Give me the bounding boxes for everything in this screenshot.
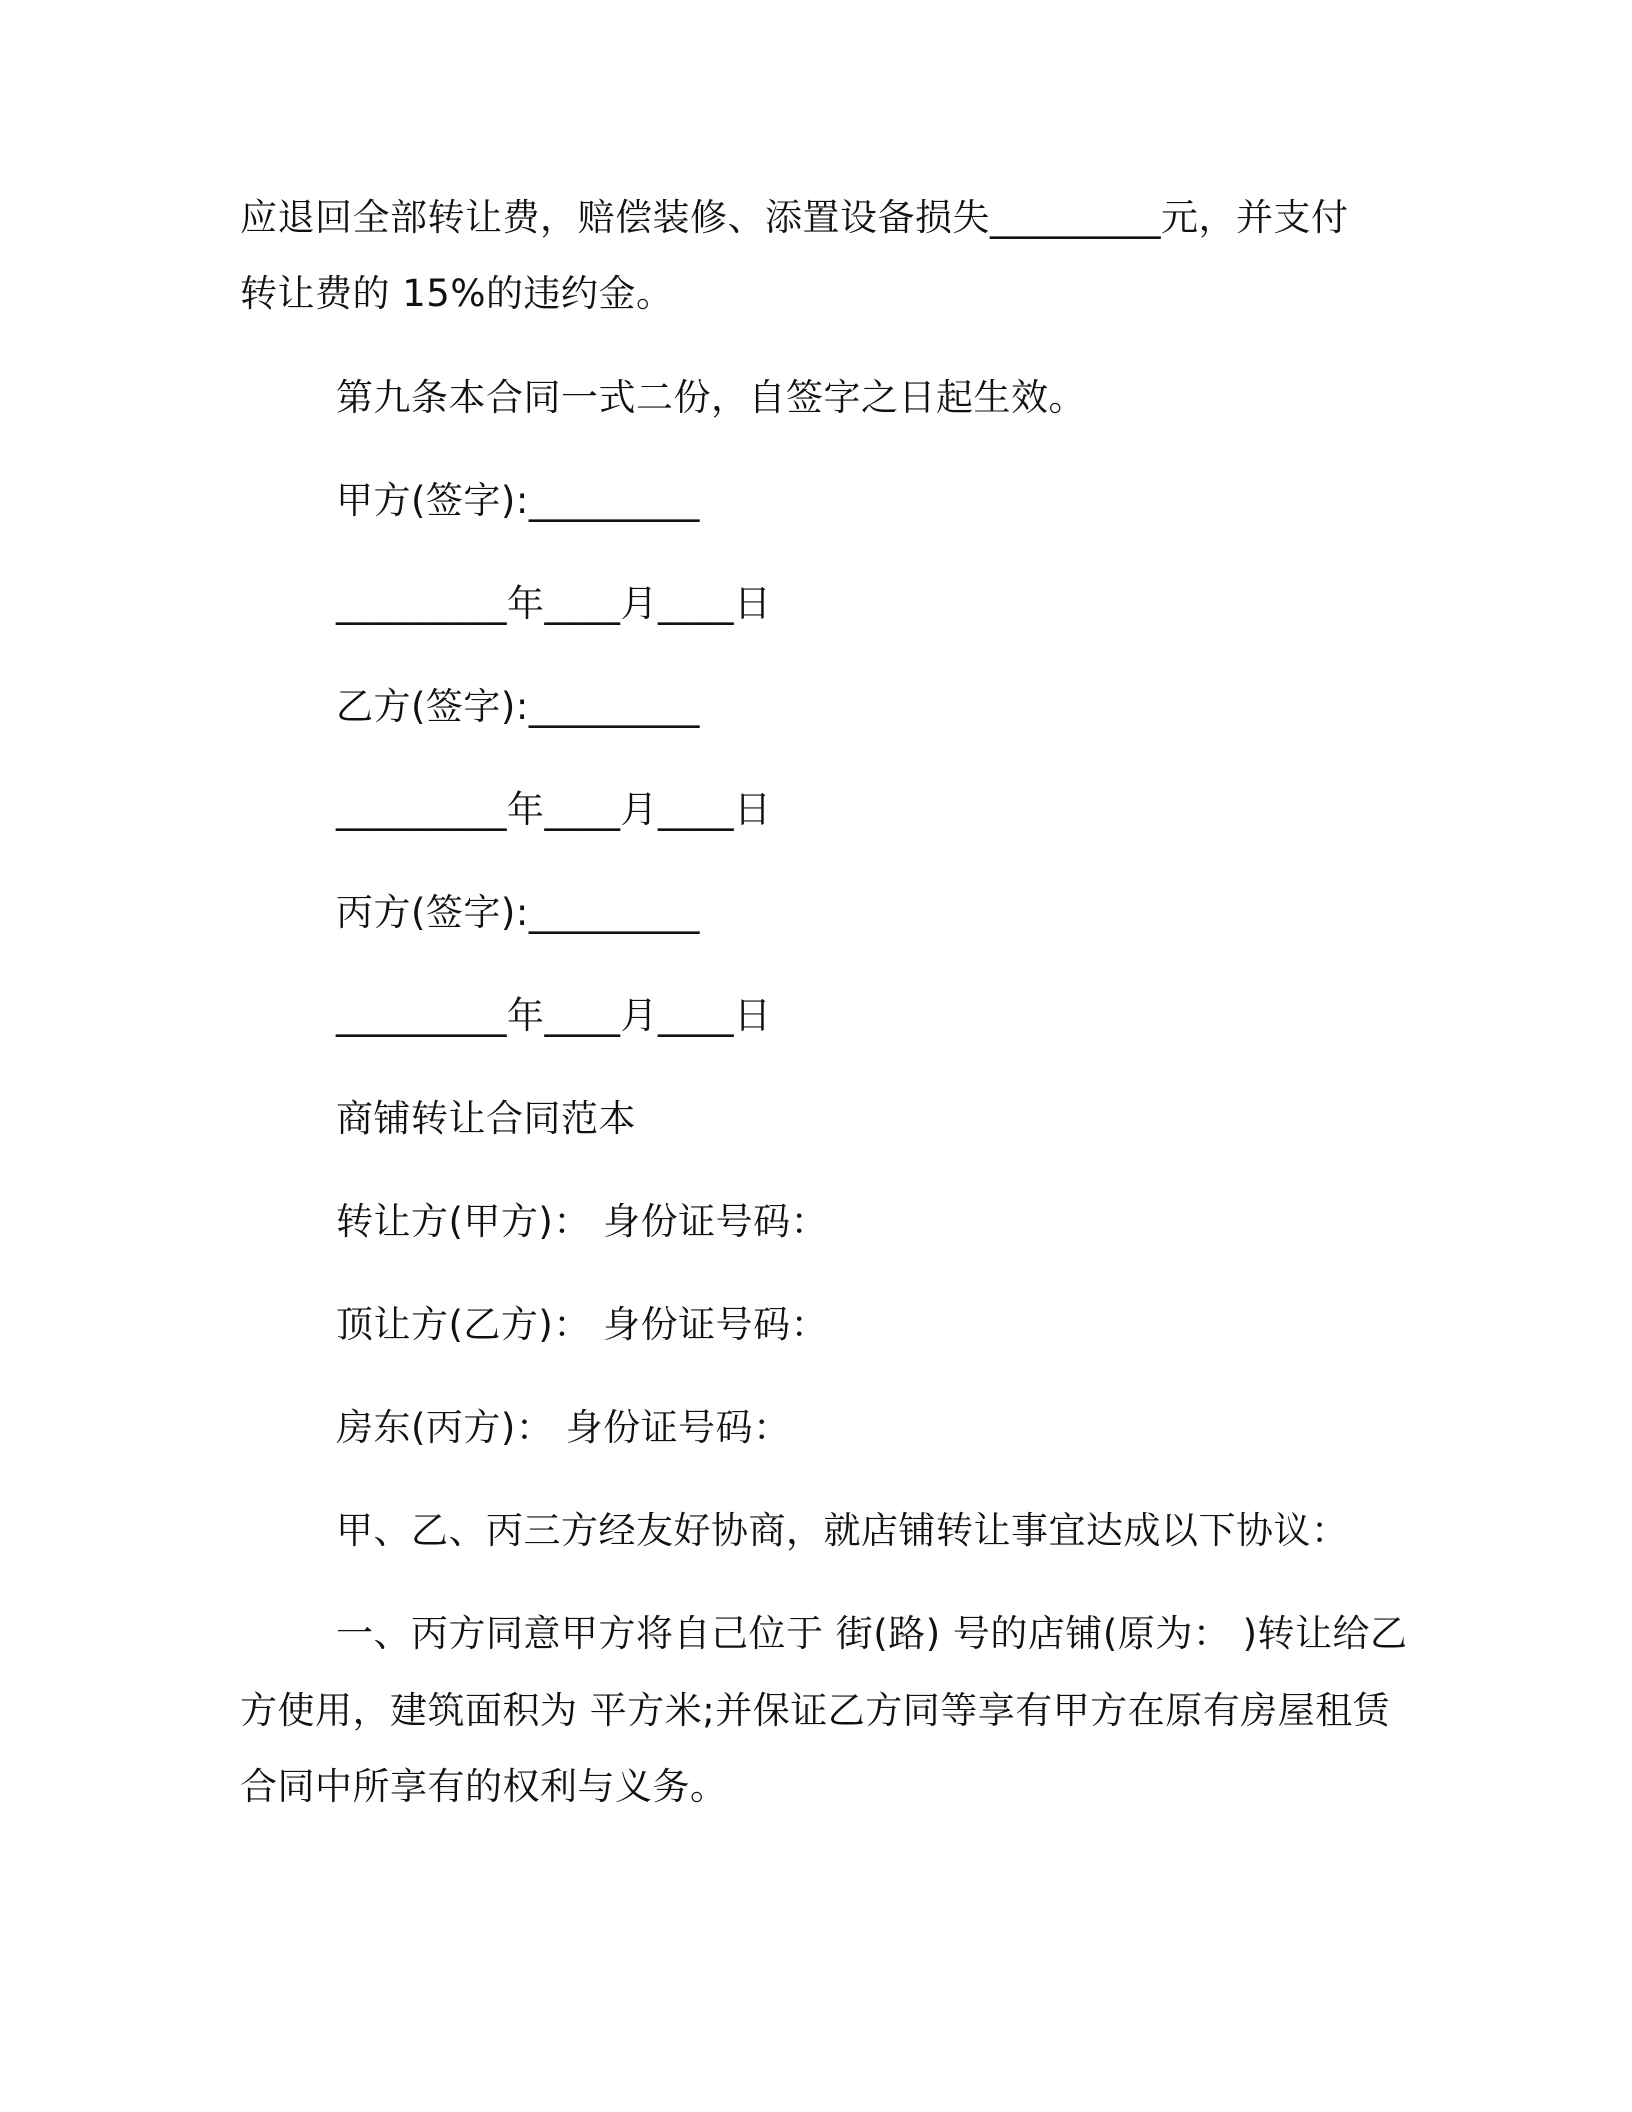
party-c-signature: 丙方(签字):_________ bbox=[336, 891, 700, 934]
party-a-signature: 甲方(签字):_________ bbox=[336, 479, 700, 522]
party-b-date: _________年____月____日 bbox=[336, 788, 772, 831]
text-line-damages: 应退回全部转让费，赔偿装修、添置设备损失_________元，并支付 bbox=[240, 196, 1349, 239]
clause-one-line-1: 一、丙方同意甲方将自己位于 街(路) 号的店铺(原为： )转让给乙 bbox=[336, 1612, 1408, 1655]
party-a-date: _________年____月____日 bbox=[336, 582, 772, 625]
text-line-penalty: 转让费的 15%的违约金。 bbox=[240, 272, 674, 315]
transferee-line: 顶让方(乙方)： 身份证号码： bbox=[336, 1303, 829, 1346]
landlord-line: 房东(丙方)： 身份证号码： bbox=[336, 1406, 791, 1449]
agreement-intro: 甲、乙、丙三方经友好协商，就店铺转让事宜达成以下协议： bbox=[336, 1509, 1349, 1552]
party-b-signature: 乙方(签字):_________ bbox=[336, 685, 700, 728]
transferor-line: 转让方(甲方)： 身份证号码： bbox=[336, 1200, 829, 1243]
text-line-article-nine: 第九条本合同一式二份，自签字之日起生效。 bbox=[336, 376, 1086, 419]
clause-one-line-2: 方使用，建筑面积为 平方米;并保证乙方同等享有甲方在原有房屋租赁 bbox=[240, 1689, 1391, 1732]
section-title: 商铺转让合同范本 bbox=[336, 1097, 636, 1140]
party-c-date: _________年____月____日 bbox=[336, 994, 772, 1037]
clause-one-line-3: 合同中所享有的权利与义务。 bbox=[240, 1765, 728, 1808]
